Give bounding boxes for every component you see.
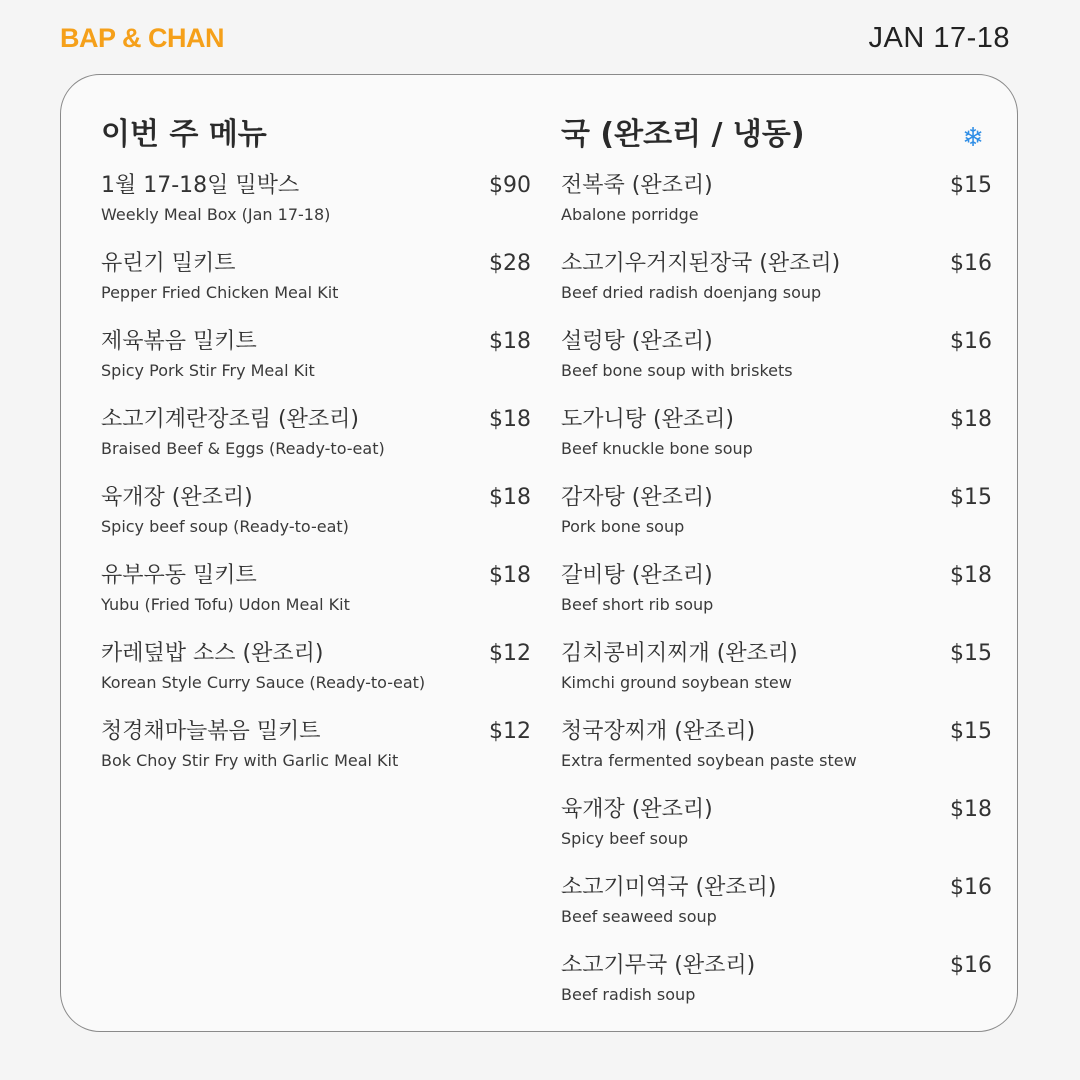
item-korean-name: 카레덮밥 소스 (완조리) [101, 641, 324, 666]
soup-menu-column [561, 115, 992, 1030]
menu-card [60, 74, 1018, 1032]
menu-item [561, 874, 992, 952]
item-english-name: Braised Beef & Eggs (Ready-to-eat) [101, 439, 385, 458]
menu-item [561, 640, 992, 718]
menu-item [101, 172, 531, 250]
item-price: $18 [489, 407, 531, 432]
menu-item [101, 406, 531, 484]
weekly-menu-heading: 이번 주 메뉴 [101, 117, 267, 152]
menu-item [101, 718, 531, 796]
item-korean-name: 갈비탕 (완조리) [561, 563, 713, 588]
item-price: $18 [950, 797, 992, 822]
snowflake-icon: ❄ [962, 123, 984, 153]
item-price: $15 [950, 485, 992, 510]
weekly-menu-list [101, 172, 531, 796]
menu-item [561, 406, 992, 484]
item-price: $90 [489, 173, 531, 198]
item-korean-name: 제육볶음 밀키트 [101, 329, 257, 354]
item-price: $16 [950, 875, 992, 900]
menu-item [561, 562, 992, 640]
item-korean-name: 청경채마늘볶음 밀키트 [101, 719, 321, 744]
menu-item [561, 718, 992, 796]
item-korean-name: 소고기계란장조림 (완조리) [101, 407, 359, 432]
menu-item [101, 328, 531, 406]
item-korean-name: 육개장 (완조리) [101, 485, 253, 510]
item-english-name: Spicy Pork Stir Fry Meal Kit [101, 361, 315, 380]
item-korean-name: 소고기우거지된장국 (완조리) [561, 251, 841, 276]
item-korean-name: 소고기미역국 (완조리) [561, 875, 777, 900]
menu-item [561, 328, 992, 406]
item-english-name: Pepper Fried Chicken Meal Kit [101, 283, 339, 302]
item-korean-name: 전복죽 (완조리) [561, 173, 713, 198]
menu-item [561, 250, 992, 328]
item-english-name: Beef knuckle bone soup [561, 439, 753, 458]
item-price: $15 [950, 173, 992, 198]
item-price: $16 [950, 953, 992, 978]
item-korean-name: 청국장찌개 (완조리) [561, 719, 756, 744]
menu-item [101, 640, 531, 718]
menu-item [561, 952, 992, 1030]
item-english-name: Beef short rib soup [561, 595, 714, 614]
item-price: $18 [489, 329, 531, 354]
item-english-name: Beef radish soup [561, 985, 696, 1004]
menu-item [101, 484, 531, 562]
item-korean-name: 유린기 밀키트 [101, 251, 236, 276]
menu-item [561, 172, 992, 250]
menu-item [101, 250, 531, 328]
item-price: $12 [489, 641, 531, 666]
menu-date: JAN 17-18 [868, 22, 1010, 54]
soup-menu-list [561, 172, 992, 1030]
item-price: $18 [950, 563, 992, 588]
item-price: $12 [489, 719, 531, 744]
item-english-name: Beef dried radish doenjang soup [561, 283, 822, 302]
item-english-name: Weekly Meal Box (Jan 17-18) [101, 205, 331, 224]
item-korean-name: 김치콩비지찌개 (완조리) [561, 641, 798, 666]
item-english-name: Pork bone soup [561, 517, 685, 536]
item-english-name: Korean Style Curry Sauce (Ready-to-eat) [101, 673, 426, 692]
menu-item [561, 484, 992, 562]
item-price: $18 [489, 563, 531, 588]
soup-menu-heading: 국 (완조리 / 냉동) [561, 117, 805, 152]
brand-logo: BAP & CHAN [60, 23, 225, 53]
item-price: $28 [489, 251, 531, 276]
item-price: $15 [950, 719, 992, 744]
item-korean-name: 소고기무국 (완조리) [561, 953, 756, 978]
item-korean-name: 도가니탕 (완조리) [561, 407, 734, 432]
item-korean-name: 감자탕 (완조리) [561, 485, 713, 510]
item-english-name: Abalone porridge [561, 205, 699, 224]
item-korean-name: 설렁탕 (완조리) [561, 329, 713, 354]
item-korean-name: 유부우동 밀키트 [101, 563, 257, 588]
item-price: $16 [950, 329, 992, 354]
menu-item [561, 796, 992, 874]
item-price: $18 [950, 407, 992, 432]
item-english-name: Bok Choy Stir Fry with Garlic Meal Kit [101, 751, 399, 770]
item-english-name: Spicy beef soup [561, 829, 689, 848]
item-price: $18 [489, 485, 531, 510]
menu-item [101, 562, 531, 640]
weekly-menu-column [101, 115, 531, 796]
item-price: $16 [950, 251, 992, 276]
item-price: $15 [950, 641, 992, 666]
item-english-name: Kimchi ground soybean stew [561, 673, 792, 692]
item-korean-name: 육개장 (완조리) [561, 797, 713, 822]
item-korean-name: 1월 17-18일 밀박스 [101, 173, 300, 198]
item-english-name: Beef seaweed soup [561, 907, 717, 926]
item-english-name: Beef bone soup with briskets [561, 361, 793, 380]
item-english-name: Yubu (Fried Tofu) Udon Meal Kit [101, 595, 350, 614]
item-english-name: Spicy beef soup (Ready-to-eat) [101, 517, 349, 536]
item-english-name: Extra fermented soybean paste stew [561, 751, 857, 770]
